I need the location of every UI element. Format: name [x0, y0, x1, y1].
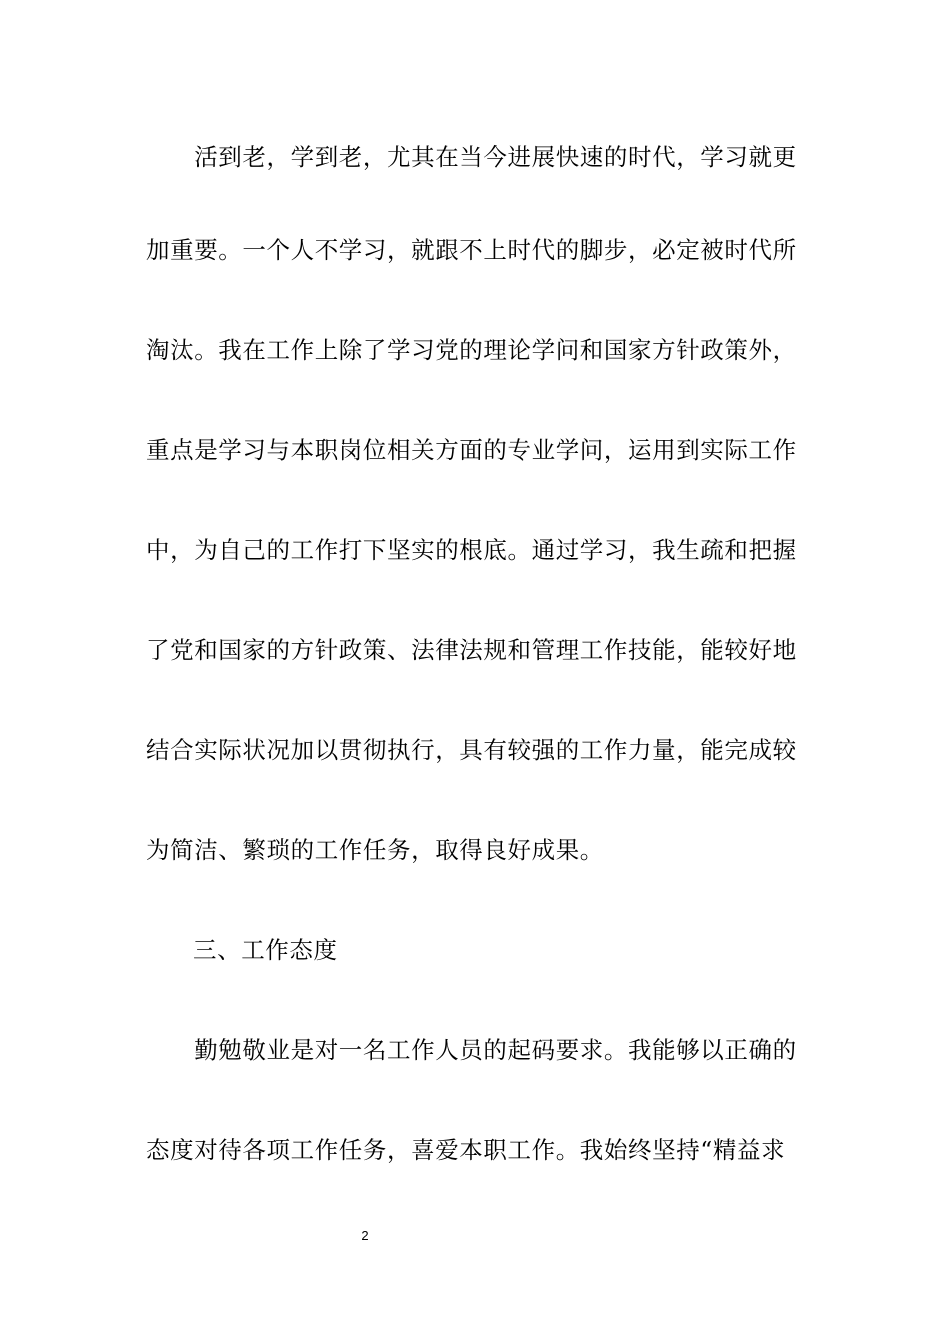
page-number: 2: [361, 1228, 369, 1243]
paragraph-line: 了党和国家的方针政策、法律法规和管理工作技能，能较好地: [146, 636, 797, 664]
paragraph-line: 态度对待各项工作任务，喜爱本职工作。我始终坚持“精益求: [146, 1136, 786, 1164]
section-heading: 三、工作态度: [193, 936, 338, 964]
paragraph-line: 中，为自己的工作打下坚实的根底。通过学习，我生疏和把握: [146, 536, 797, 564]
paragraph-line: 重点是学习与本职岗位相关方面的专业学问，运用到实际工作: [146, 436, 797, 464]
paragraph-line: 活到老，学到老，尤其在当今进展快速的时代，学习就更: [146, 143, 797, 171]
paragraph-line: 结合实际状况加以贯彻执行，具有较强的工作力量，能完成较: [146, 736, 797, 764]
paragraph-line: 勤勉敬业是对一名工作人员的起码要求。我能够以正确的: [146, 1036, 797, 1064]
paragraph-line: 为简洁、繁琐的工作任务，取得良好成果。: [146, 836, 604, 864]
paragraph-line: 淘汰。我在工作上除了学习党的理论学问和国家方针政策外，: [146, 336, 797, 364]
paragraph-line: 加重要。一个人不学习，就跟不上时代的脚步，必定被时代所: [146, 236, 797, 264]
